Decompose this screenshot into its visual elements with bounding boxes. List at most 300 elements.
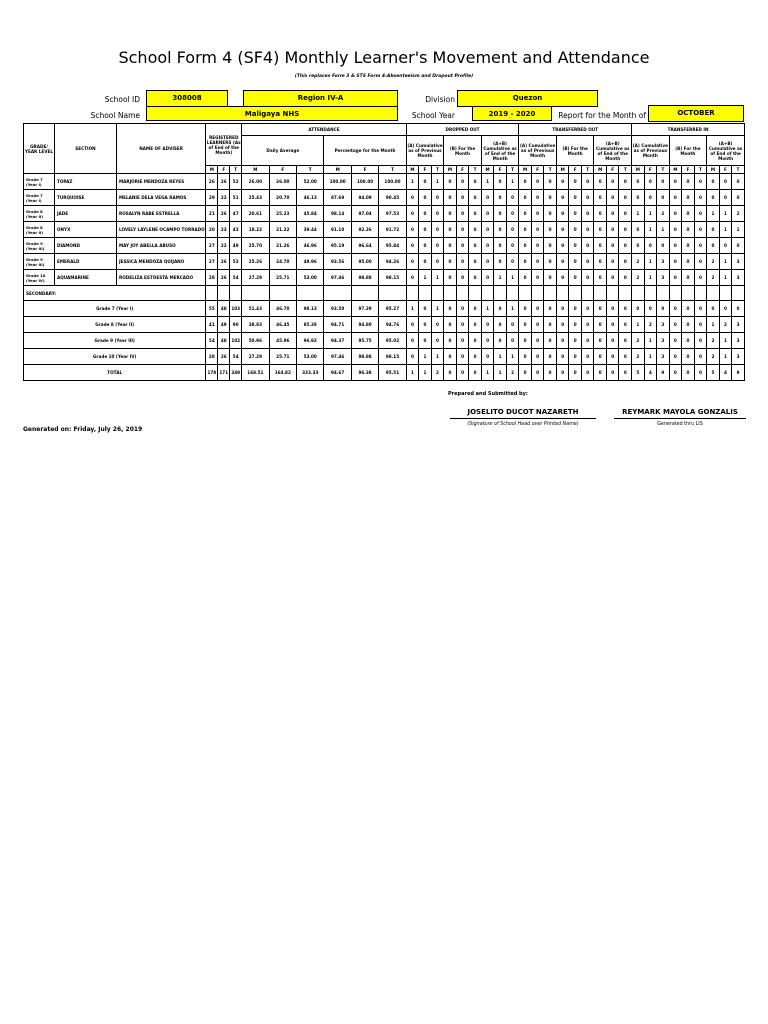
empty-cell <box>269 286 296 301</box>
avg-value: 45.84 <box>297 206 324 222</box>
avg-value: 98.13 <box>297 301 324 317</box>
school-name-field[interactable]: Maligaya NHS <box>146 106 398 121</box>
avg-value: 51.43 <box>242 301 269 317</box>
mft-header: F <box>606 166 619 174</box>
tin-value: 0 <box>694 238 707 254</box>
dropped-value: 0 <box>494 254 507 270</box>
tout-value: 0 <box>556 254 569 270</box>
mft-header: M <box>519 166 532 174</box>
mft-header: M <box>206 166 218 174</box>
school-year-field[interactable]: 2019 - 2020 <box>472 106 552 121</box>
mft-header: M <box>406 166 419 174</box>
pct-value: 92.26 <box>351 222 378 238</box>
registered-header: REGISTERED LEARNERS (As of End of the Month) <box>206 124 242 166</box>
tin-value: 0 <box>644 190 657 206</box>
dropped-header: DROPPED OUT <box>406 124 519 136</box>
pct-value: 94.26 <box>379 254 406 270</box>
tin-value: 0 <box>694 301 707 317</box>
pct-value: 97.53 <box>379 206 406 222</box>
pct-value: 95.02 <box>379 333 406 349</box>
reg-value: 49 <box>230 238 242 254</box>
dropped-value: 0 <box>444 349 457 365</box>
dropped-value: 0 <box>406 238 419 254</box>
dropped-value: 0 <box>456 317 469 333</box>
pct-value: 95.51 <box>379 365 406 381</box>
division-field[interactable]: Quezon <box>457 90 598 107</box>
pct-value: 98.15 <box>379 349 406 365</box>
tout-value: 0 <box>606 174 619 190</box>
tin-value: 0 <box>669 349 682 365</box>
tout-value: 0 <box>594 206 607 222</box>
avg-value: 164.82 <box>269 365 296 381</box>
subtotal-row <box>24 301 745 317</box>
mft-header: T <box>431 166 444 174</box>
reg-value: 26 <box>206 174 218 190</box>
page-subtitle: (This replaces Form 3 & STS Form 4-Absenteeism and Dropout Profile) <box>294 74 474 79</box>
tout-value: 0 <box>581 349 594 365</box>
tin-value: 0 <box>694 349 707 365</box>
empty-cell <box>406 286 419 301</box>
percentage-month-header: Percentage for the Month <box>324 136 406 166</box>
tout-value: 0 <box>581 174 594 190</box>
tin-value: 1 <box>719 222 732 238</box>
tin-value: 4 <box>644 365 657 381</box>
tin-value: 1 <box>719 349 732 365</box>
tout-value: 0 <box>594 301 607 317</box>
dropped-value: 1 <box>506 349 519 365</box>
dropped-value: 0 <box>456 301 469 317</box>
tin-value: 1 <box>719 333 732 349</box>
tout-value: 0 <box>519 349 532 365</box>
tin-value: 2 <box>657 206 670 222</box>
report-month-label: Report for the Month of <box>558 111 646 120</box>
mft-header: F <box>644 166 657 174</box>
dropped-value: 1 <box>506 174 519 190</box>
tout-value: 0 <box>619 270 632 286</box>
avg-value: 46.70 <box>269 301 296 317</box>
empty-cell <box>719 286 732 301</box>
empty-cell <box>218 286 230 301</box>
tin-value: 0 <box>657 174 670 190</box>
tin-value: 1 <box>632 206 645 222</box>
dropped-value: 0 <box>481 222 494 238</box>
tout-value: 0 <box>519 301 532 317</box>
tin-value: 0 <box>657 238 670 254</box>
empty-cell <box>556 286 569 301</box>
tin-value: 1 <box>644 333 657 349</box>
tin-value: 5 <box>707 365 720 381</box>
dropped-value: 0 <box>419 254 432 270</box>
tout-value: 0 <box>531 270 544 286</box>
dropped-value: 0 <box>406 190 419 206</box>
table-row <box>24 174 745 190</box>
empty-cell <box>494 286 507 301</box>
tin-value: 0 <box>732 238 745 254</box>
tin-value: 0 <box>707 238 720 254</box>
tout-value: 0 <box>594 349 607 365</box>
tin-value: 0 <box>694 365 707 381</box>
attendance-header: ATTENDANCE <box>242 124 407 136</box>
section-name: TOPAZ <box>54 174 116 190</box>
dropped-value: 0 <box>444 301 457 317</box>
dropped-value: 0 <box>456 238 469 254</box>
avg-value: 25.70 <box>242 238 269 254</box>
tout-value: 0 <box>556 333 569 349</box>
reg-value: 26 <box>218 254 230 270</box>
avg-value: 25.43 <box>242 190 269 206</box>
tin-value: 0 <box>682 365 695 381</box>
tout-value: 0 <box>569 238 582 254</box>
tin-value: 0 <box>632 174 645 190</box>
reg-value: 48 <box>218 333 230 349</box>
school-year-label: School Year <box>411 111 455 120</box>
empty-cell <box>657 286 670 301</box>
mft-header: F <box>719 166 732 174</box>
pct-value: 94.09 <box>351 190 378 206</box>
tin-value: 2 <box>632 254 645 270</box>
tout-value: 0 <box>569 333 582 349</box>
mft-header: F <box>569 166 582 174</box>
dropped-value: 0 <box>494 206 507 222</box>
tin-value: 3 <box>732 254 745 270</box>
reg-value: 23 <box>218 222 230 238</box>
dropped-value: 0 <box>469 365 482 381</box>
pct-value: 97.04 <box>351 206 378 222</box>
pct-value: 93.50 <box>324 301 351 317</box>
empty-cell <box>419 286 432 301</box>
dropped-value: 0 <box>481 190 494 206</box>
tout-value: 0 <box>519 174 532 190</box>
dropped-value: 0 <box>469 190 482 206</box>
mft-header: F <box>269 166 296 174</box>
avg-value: 50.96 <box>242 333 269 349</box>
tin-value: 0 <box>682 317 695 333</box>
table-row <box>24 238 745 254</box>
empty-cell <box>732 286 745 301</box>
empty-cell <box>594 286 607 301</box>
tin-value: 0 <box>694 222 707 238</box>
dropped-value: 0 <box>406 206 419 222</box>
avg-value: 26.00 <box>242 174 269 190</box>
dropped-value: 0 <box>456 365 469 381</box>
tin-value: 0 <box>669 190 682 206</box>
dropped-value: 0 <box>506 190 519 206</box>
avg-value: 96.92 <box>297 333 324 349</box>
reg-value: 28 <box>206 349 218 365</box>
dropped-value: 0 <box>419 317 432 333</box>
tout-value: 0 <box>606 270 619 286</box>
school-id-field[interactable]: 308008 <box>146 90 228 107</box>
dropped-value: 0 <box>406 333 419 349</box>
tout-value: 0 <box>544 190 557 206</box>
empty-cell <box>619 286 632 301</box>
tin-value: 1 <box>657 222 670 238</box>
tout-value: 0 <box>619 333 632 349</box>
tout-value: 0 <box>581 317 594 333</box>
reg-value: 26 <box>218 206 230 222</box>
reg-value: 21 <box>206 206 218 222</box>
tin-value: 3 <box>657 333 670 349</box>
dropped-value: 0 <box>494 301 507 317</box>
school-head-signature: JOSELITO DUCOT NAZARETH <box>450 408 596 419</box>
avg-value: 21.26 <box>269 238 296 254</box>
empty-cell <box>519 286 532 301</box>
tin-value: 3 <box>732 349 745 365</box>
reg-value: 22 <box>218 190 230 206</box>
mft-header: T <box>657 166 670 174</box>
pct-value: 100.00 <box>351 174 378 190</box>
dropped-value: 0 <box>506 206 519 222</box>
pct-value: 87.69 <box>324 190 351 206</box>
avg-value: 21.22 <box>269 222 296 238</box>
avg-value: 25.71 <box>269 270 296 286</box>
tin-value: 5 <box>632 365 645 381</box>
avg-value: 20.70 <box>269 190 296 206</box>
dropped-value: 0 <box>469 349 482 365</box>
tin-value: 0 <box>732 190 745 206</box>
tin-value: 1 <box>632 317 645 333</box>
adviser-name: MAY JOY ABELLA ABUSO <box>116 238 205 254</box>
dropped-value: 0 <box>406 254 419 270</box>
empty-cell <box>324 286 351 301</box>
empty-cell <box>379 286 406 301</box>
tout-value: 0 <box>556 365 569 381</box>
transferred-out-header: TRANSFERRED OUT <box>519 124 632 136</box>
pct-value: 98.15 <box>379 270 406 286</box>
table-row <box>24 222 745 238</box>
tin-value: 0 <box>682 190 695 206</box>
tout-value: 0 <box>569 190 582 206</box>
pct-value: 94.80 <box>351 317 378 333</box>
avg-value: 25.23 <box>269 206 296 222</box>
avg-value: 45.96 <box>269 333 296 349</box>
tout-value: 0 <box>544 301 557 317</box>
dropped-value: 1 <box>481 301 494 317</box>
tout-value: 0 <box>544 254 557 270</box>
tin-value: 2 <box>632 270 645 286</box>
tout-value: 0 <box>606 317 619 333</box>
pct-value: 94.37 <box>324 333 351 349</box>
avg-value: 85.28 <box>297 317 324 333</box>
tout-value: 0 <box>544 206 557 222</box>
dropped-value: 1 <box>494 349 507 365</box>
empty-cell <box>569 286 582 301</box>
tout-value: 0 <box>531 365 544 381</box>
reg-value: 28 <box>206 270 218 286</box>
dropped-value: 0 <box>469 222 482 238</box>
pct-value: 96.38 <box>351 365 378 381</box>
dropped-value: 0 <box>481 206 494 222</box>
tin-value: 0 <box>707 301 720 317</box>
adviser-header: NAME OF ADVISER <box>116 124 205 174</box>
empty-cell <box>544 286 557 301</box>
cumulative-previous-header: (A) Cumulative as of Previous Month <box>632 136 670 166</box>
pct-value: 94.67 <box>324 365 351 381</box>
dropped-value: 0 <box>469 333 482 349</box>
avg-value: 53.00 <box>297 270 324 286</box>
mft-header: F <box>419 166 432 174</box>
tin-value: 1 <box>644 254 657 270</box>
tout-value: 0 <box>519 254 532 270</box>
tout-value: 0 <box>619 222 632 238</box>
reg-value: 171 <box>218 365 230 381</box>
tout-value: 0 <box>531 301 544 317</box>
empty-cell <box>632 286 645 301</box>
tin-value: 2 <box>707 254 720 270</box>
cumulative-end-header: (A+B) Cumulative as of End of the Month <box>594 136 632 166</box>
tin-value: 0 <box>732 301 745 317</box>
tin-value: 1 <box>644 349 657 365</box>
dropped-value: 0 <box>506 222 519 238</box>
tin-value: 0 <box>669 270 682 286</box>
dropped-value: 0 <box>419 333 432 349</box>
tout-value: 0 <box>594 174 607 190</box>
subtotal-label: Grade 10 (Year IV) <box>24 349 206 365</box>
tin-value: 2 <box>719 317 732 333</box>
dropped-value: 0 <box>456 174 469 190</box>
reg-value: 52 <box>230 174 242 190</box>
generator-caption: Generated thru LIS <box>657 422 703 427</box>
tout-value: 0 <box>544 270 557 286</box>
tin-value: 0 <box>632 301 645 317</box>
subtotal-row <box>24 333 745 349</box>
mft-header: T <box>619 166 632 174</box>
report-month-field[interactable]: OCTOBER <box>648 105 744 122</box>
avg-value: 24.70 <box>269 254 296 270</box>
dropped-value: 0 <box>494 222 507 238</box>
region-field[interactable]: Region IV-A <box>243 90 398 107</box>
dropped-value: 0 <box>506 254 519 270</box>
tout-value: 0 <box>619 349 632 365</box>
tin-value: 0 <box>707 190 720 206</box>
tin-value: 0 <box>682 270 695 286</box>
empty-cell <box>581 286 594 301</box>
tin-value: 0 <box>694 254 707 270</box>
secondary-row <box>24 286 745 301</box>
pct-value: 97.29 <box>351 301 378 317</box>
grade-level: Grade 8 (Year II) <box>24 222 55 238</box>
tout-value: 0 <box>581 254 594 270</box>
reg-value: 51 <box>230 190 242 206</box>
tout-value: 0 <box>531 349 544 365</box>
dropped-value: 0 <box>456 349 469 365</box>
dropped-value: 0 <box>419 174 432 190</box>
dropped-value: 0 <box>494 317 507 333</box>
tin-value: 0 <box>707 222 720 238</box>
reg-value: 55 <box>206 301 218 317</box>
table-row <box>24 254 745 270</box>
school-id-label: School ID <box>104 95 140 104</box>
tin-value: 0 <box>719 238 732 254</box>
mft-header: T <box>544 166 557 174</box>
tin-value: 0 <box>732 174 745 190</box>
tout-value: 0 <box>569 317 582 333</box>
tin-value: 0 <box>694 190 707 206</box>
tout-value: 0 <box>594 365 607 381</box>
tin-value: 2 <box>707 349 720 365</box>
tout-value: 0 <box>569 174 582 190</box>
tin-value: 0 <box>632 238 645 254</box>
tout-value: 0 <box>594 270 607 286</box>
adviser-name: MELANIE DELA VEGA RAMOS <box>116 190 205 206</box>
tin-value: 0 <box>682 206 695 222</box>
dropped-value: 0 <box>444 317 457 333</box>
dropped-value: 0 <box>456 190 469 206</box>
reg-value: 41 <box>206 317 218 333</box>
dropped-value: 0 <box>506 317 519 333</box>
dropped-value: 1 <box>506 301 519 317</box>
tin-value: 4 <box>719 365 732 381</box>
mft-header: T <box>694 166 707 174</box>
tout-value: 0 <box>531 317 544 333</box>
tout-value: 0 <box>519 365 532 381</box>
reg-value: 178 <box>206 365 218 381</box>
dropped-value: 0 <box>444 365 457 381</box>
reg-value: 90 <box>230 317 242 333</box>
mft-header: F <box>531 166 544 174</box>
tout-value: 0 <box>531 222 544 238</box>
tin-value: 2 <box>707 270 720 286</box>
tin-value: 2 <box>632 349 645 365</box>
tin-value: 0 <box>694 174 707 190</box>
cumulative-previous-header: (A) Cumulative as of Previous Month <box>406 136 444 166</box>
tout-value: 0 <box>594 317 607 333</box>
pct-value: 98.88 <box>351 270 378 286</box>
prepared-label: Prepared and Submitted by: <box>448 391 528 397</box>
reg-value: 47 <box>230 206 242 222</box>
tin-value: 1 <box>707 317 720 333</box>
table-row <box>24 190 745 206</box>
tout-value: 0 <box>606 238 619 254</box>
mft-header: T <box>506 166 519 174</box>
tout-value: 0 <box>606 301 619 317</box>
mft-header: F <box>456 166 469 174</box>
daily-average-header: Daily Average <box>242 136 324 166</box>
adviser-name: RODELIZA ESTOESTA MERCADO <box>116 270 205 286</box>
tin-value: 9 <box>732 365 745 381</box>
table-row <box>24 270 745 286</box>
empty-cell <box>456 286 469 301</box>
dropped-value: 0 <box>431 190 444 206</box>
tin-value: 0 <box>707 174 720 190</box>
tin-value: 0 <box>694 206 707 222</box>
reg-value: 26 <box>218 174 230 190</box>
cumulative-previous-header: (A) Cumulative as of Previous Month <box>519 136 557 166</box>
avg-value: 53.00 <box>297 349 324 365</box>
tin-value: 0 <box>669 365 682 381</box>
reg-value: 22 <box>218 238 230 254</box>
tout-value: 0 <box>619 238 632 254</box>
tout-value: 0 <box>619 317 632 333</box>
tin-value: 0 <box>644 174 657 190</box>
for-month-header: (B) For the Month <box>556 136 594 166</box>
reg-value: 27 <box>206 238 218 254</box>
dropped-value: 1 <box>419 349 432 365</box>
tout-value: 0 <box>619 190 632 206</box>
empty-cell <box>431 286 444 301</box>
tout-value: 0 <box>569 365 582 381</box>
tin-value: 0 <box>682 333 695 349</box>
dropped-value: 1 <box>406 301 419 317</box>
mft-header: T <box>732 166 745 174</box>
dropped-value: 0 <box>406 222 419 238</box>
mft-header: M <box>556 166 569 174</box>
avg-value: 38.83 <box>242 317 269 333</box>
dropped-value: 1 <box>431 174 444 190</box>
dropped-value: 0 <box>444 333 457 349</box>
mft-header: T <box>379 166 406 174</box>
dropped-value: 2 <box>431 365 444 381</box>
